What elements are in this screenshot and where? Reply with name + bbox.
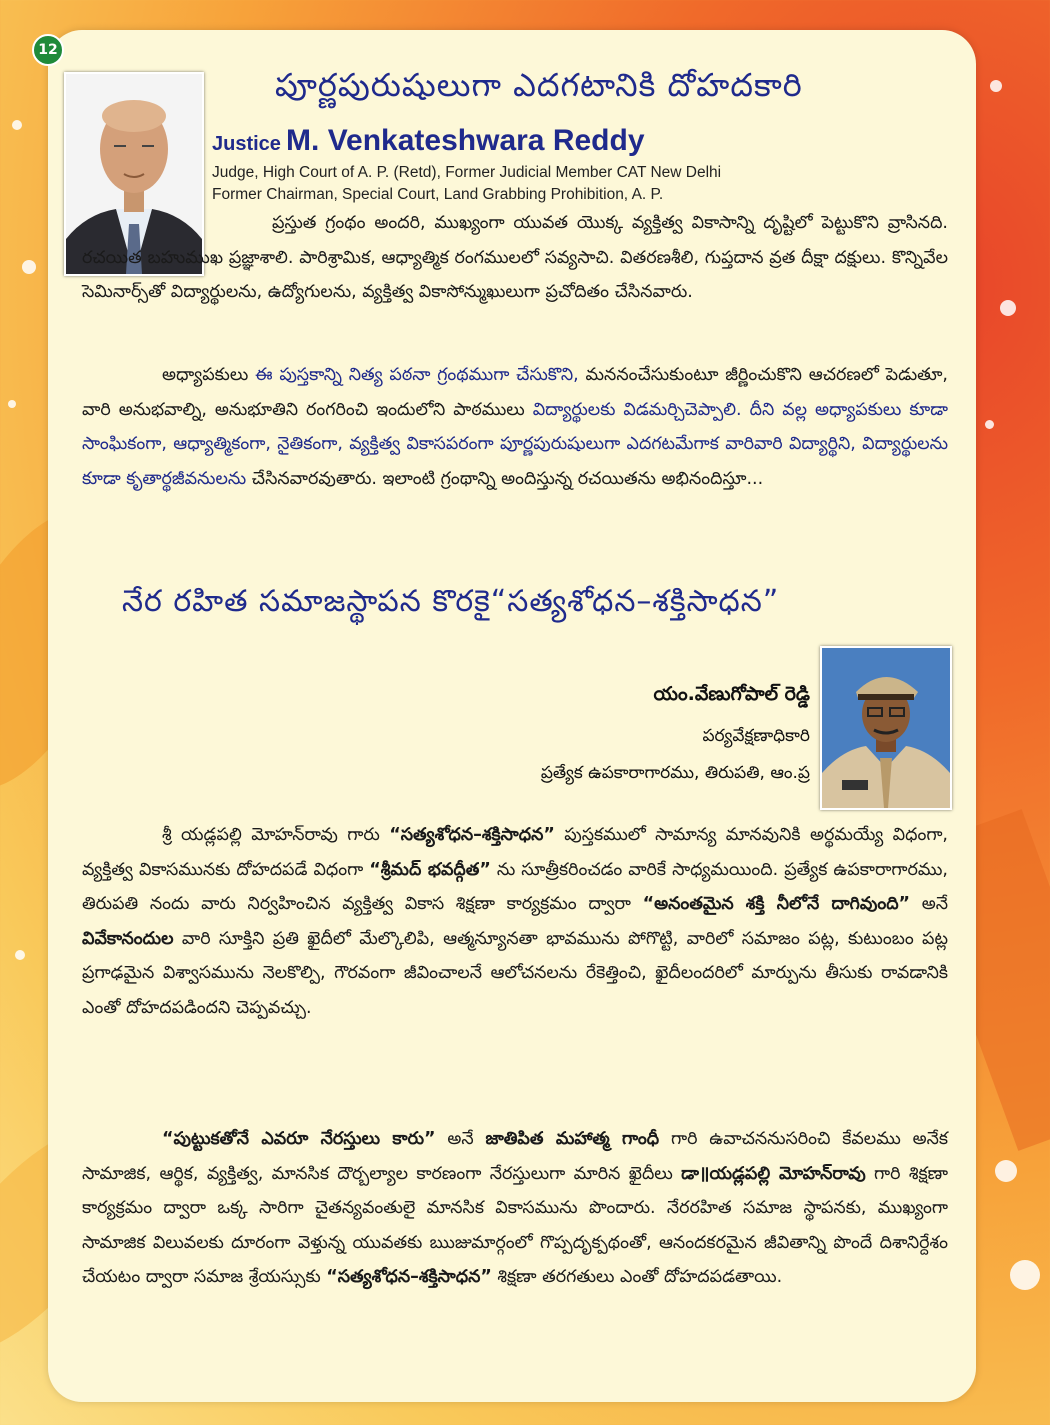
background-dot: [8, 400, 16, 408]
page-number: 12: [32, 34, 64, 66]
section1-title: పూర్ణపురుషులుగా ఎదగటానికి దోహదకారి: [275, 66, 803, 104]
p2-book-title: “సత్యశోధన–శక్తిసాధన”: [326, 1267, 492, 1287]
designation-line-2: Former Chairman, Special Court, Land Grabbing Prohibition, A. P.: [212, 186, 664, 203]
portrait-photo-officer: [820, 646, 952, 810]
p2-text-h: శిక్షణా తరగతులు ఎంతో దోహదపడతాయి.: [491, 1267, 783, 1287]
p1-text-e: ను సూత్రీకరించడం వారికే సాధ్యమయింది. ప్రత్యేక ఉపకారాగారము, తిరుపతి నందు వారు నిర్వహించిన వ్యక్తిత్వ వికాస శిక్షణా కార్యక్రమం ద్వారా: [82, 859, 948, 914]
author-name: M. Venkateshwara Reddy: [286, 124, 645, 157]
p1-quote: “అనంతమైన శక్తి నీలోనే దాగివుంది”: [642, 894, 911, 914]
background-dot: [12, 120, 22, 130]
background-dot: [990, 80, 1002, 92]
author-name-line: [212, 124, 645, 158]
p1-text-a: శ్రీ యడ్లపల్లి మోహన్‌రావు గారు: [162, 825, 390, 845]
signature-place: ప్రత్యేక ఉపకారాగారము, తిరుపతి, ఆం.ప్ర: [540, 763, 810, 783]
p1-gita: “శ్రీమద్ భవద్గీత”: [369, 859, 491, 880]
signature-role: పర్యవేక్షణాధికారి: [702, 726, 810, 746]
p2-text-d: గారి ఉవాచననుసరించి కేవలము అనేక సామాజిక, ఆర్థిక, వ్యక్తిత్వ, మానసిక దౌర్బల్యాల కారణంగా నేరస్తులుగా మారిన ఖైదీలు: [82, 1129, 949, 1184]
p2-author: డా॥యడ్లపల్లి మోహన్‌రావు: [681, 1163, 866, 1184]
p1-text-g: అనే: [910, 894, 948, 914]
background-dot: [1010, 1260, 1040, 1290]
section1-paragraph-1: [82, 206, 948, 310]
p2-text-b: అనే: [435, 1129, 486, 1149]
background-dot: [985, 420, 994, 429]
p2-text-f: గారి శిక్షణా కార్యక్రమం ద్వారా ఒక్క సారిగా చైతన్యవంతులై మానసిక వికాసమును పొందారు. నేరరహిత సమాజ స్థాపనకు, ముఖ్యంగా సామాజిక విలువలకు దూరంగా వెళ్తున్న యువతకు ఋజుమార్గంలో గొప్పదృక్పథంతో, ఆనందకరమైన జీవితాన్ని పొందే దిశానిర్దేశం చేయటం ద్వారా సమాజ శ్రేయస్సుకు: [82, 1163, 948, 1287]
section2-paragraph-1: [82, 818, 948, 1025]
section1-paragraph-2: [82, 358, 948, 496]
p1-text-i: వారి సూక్తిని ప్రతి ఖైదీలో మేల్కొలిపి, ఆత్మన్యూనతా భావమును పోగొట్టి, వారిలో సమాజం పట్ల, కుటుంబం పట్ల ప్రగాఢమైన విశ్వాసమును నెలకొల్పి, గౌరవంగా జీవించాలనే ఆలోచనలను రేకెత్తించి, ఖైదీలందరిలో మార్పును తీసుకు రావడానికి ఎంతో దోహదపడిందని చెప్పవచ్చు.: [82, 928, 948, 1018]
para2-text-highlight-2: విద్యార్థులకు విడమర్చిచెప్పాలి. దీని వల్ల అధ్యాపకులు కూడా సాంఘికంగా, ఆధ్యాత్మికంగా, నైతికంగా, వ్యక్తిత్వ వికాసపరంగా పూర్ణపురుషులుగా ఎదగటమేగాక వారివారి విద్యార్థిని, విద్యార్థులను కూడా కృతార్థజీవనులను: [82, 399, 948, 489]
background-dot: [995, 1160, 1017, 1182]
p1-text-c: పుస్తకములో సామాన్య మానవునికి అర్థమయ్యే విధంగా, వ్యక్తిత్వ వికాసమునకు దోహదపడే విధంగా: [82, 825, 948, 880]
background-dot: [22, 260, 36, 274]
section2-paragraph-2: [82, 1122, 948, 1295]
p1-book-title: “సత్యశోధన–శక్తిసాధన”: [389, 825, 555, 845]
para2-text-e: చేసినవారవుతారు. ఇలాంటి గ్రంథాన్ని అందిస్తున్న రచయితను అభినందిస్తూ...: [246, 468, 764, 489]
background-dot: [15, 950, 25, 960]
p2-gandhi: జాతిపిత మహాత్మ గాంధీ: [485, 1129, 660, 1149]
para2-text-c: మననంచేసుకుంటూ జీర్ణించుకొని ఆచరణలో పెడుతూ, వారి అనుభవాల్ని, అనుభూతిని రంగరించి ఇందులోని పాఠములు: [82, 365, 948, 420]
designation-line-1: Judge, High Court of A. P. (Retd), Former Judicial Member CAT New Delhi: [212, 164, 722, 181]
section2-title: నేర రహిత సమాజస్థాపన కొరకై“సత్యశోధన–శక్తిసాధన”: [122, 584, 780, 619]
para1-text: ప్రస్తుత గ్రంథం అందరి, ముఖ్యంగా యువత యొక్క వ్యక్తిత్వ వికాసాన్ని దృష్టిలో పెట్టుకొని వ్రాసినది. రచయిత బహుముఖ ప్రజ్ఞాశాలి. పారిశ్రామిక, ఆధ్యాత్మిక రంగములలో సవ్యసాచి. వితరణశీలి, గుప్తదాన వ్రత దీక్షా దక్షులు. కొన్నివేల సెమినార్స్‌తో విద్యార్థులను, ఉద్యోగులను, వ్యక్తిత్వ వికాసోన్ముఖులుగా ప్రచోదితం చేసినవారు.: [82, 213, 948, 302]
p2-gandhi-quote: “పుట్టుకతోనే ఎవరూ నేరస్తులు కారు”: [162, 1129, 436, 1149]
background-dot: [1000, 300, 1016, 316]
para2-text-a: అధ్యాపకులు: [162, 365, 256, 385]
signature-name: యం.వేణుగోపాల్ రెడ్డి: [653, 683, 810, 705]
para2-text-highlight-1: ఈ పుస్తకాన్ని నిత్య పఠనా గ్రంథముగా చేసుకొని,: [255, 365, 579, 385]
name-prefix: Justice: [212, 133, 281, 155]
p1-vivekananda: వివేకానందుల: [82, 928, 174, 949]
